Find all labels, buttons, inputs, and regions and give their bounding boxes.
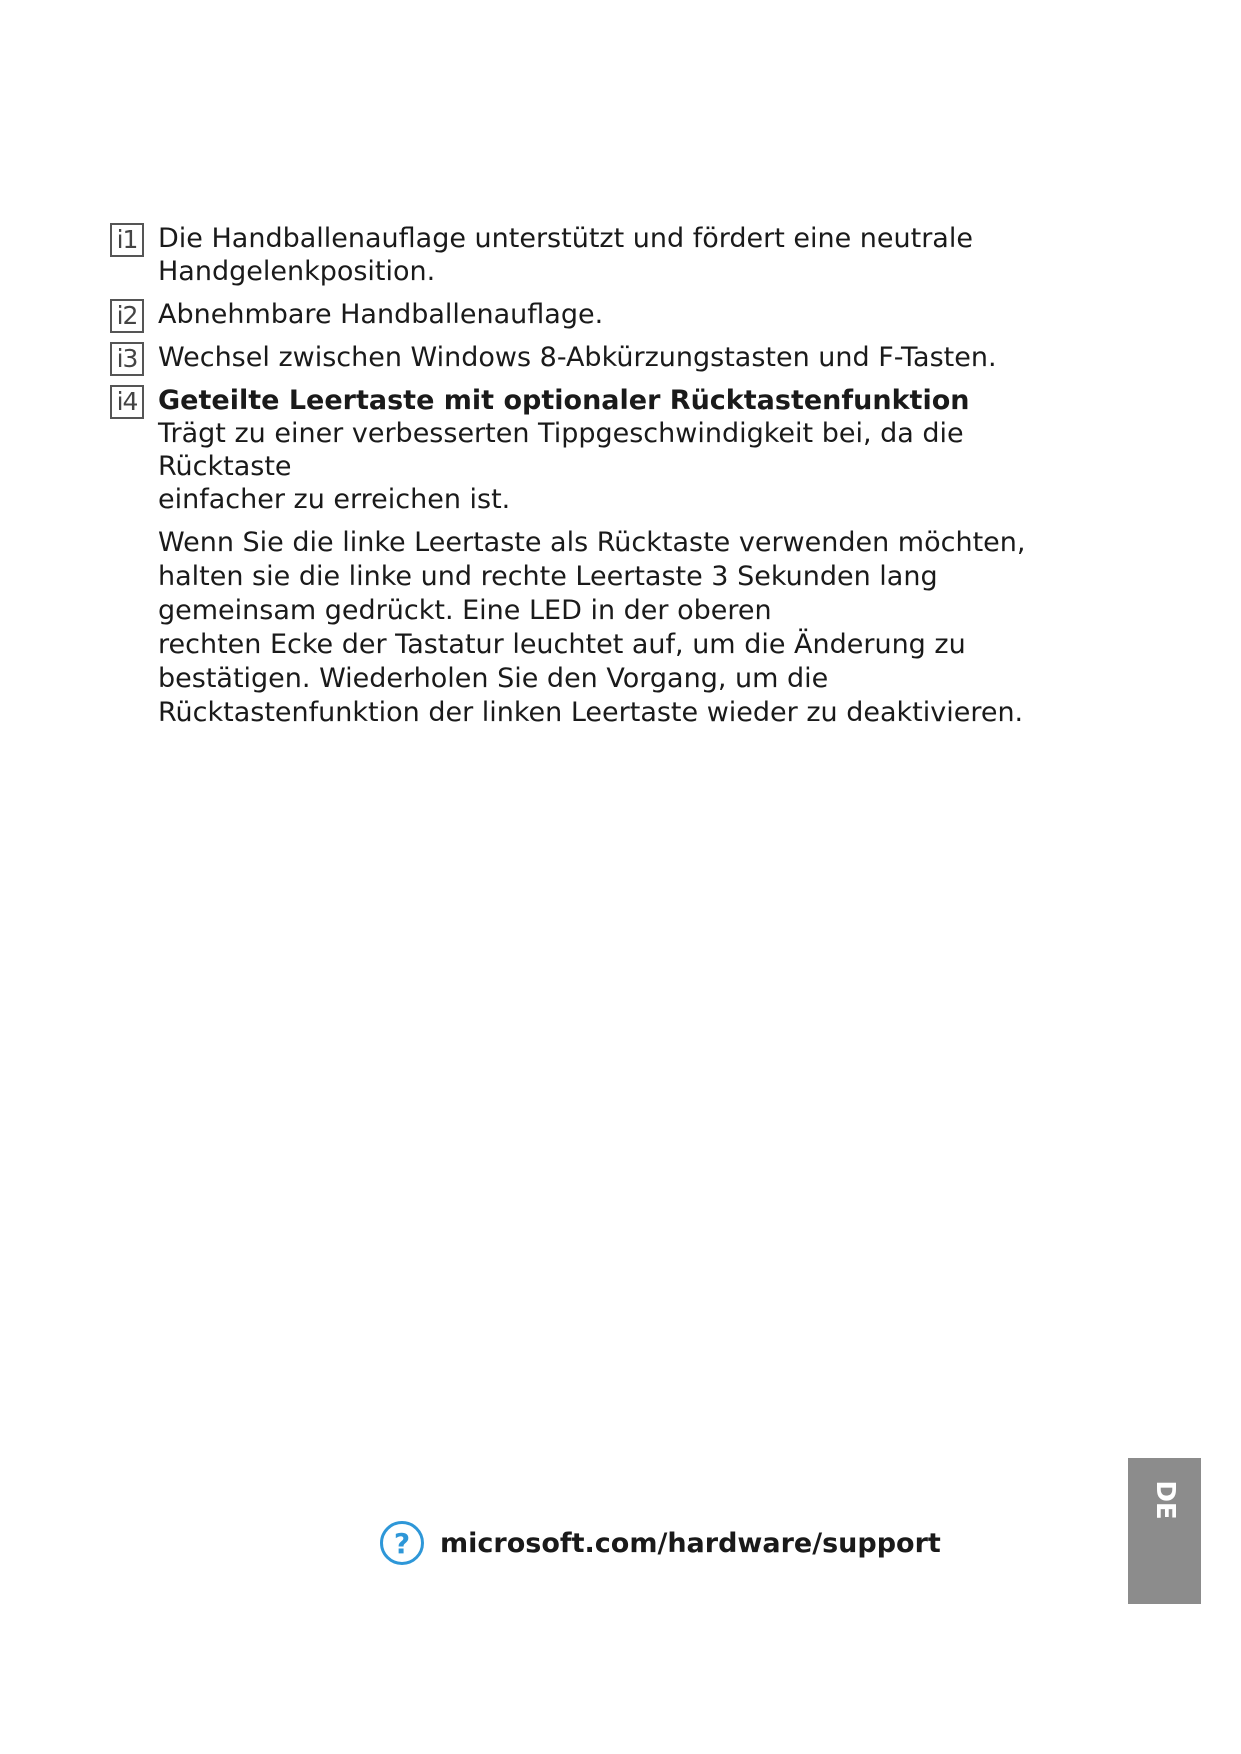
feature-badge: i4 (110, 385, 144, 419)
feature-item-i3 (110, 341, 1090, 374)
paragraph-line: Rücktastenfunktion der linken Leertaste wieder zu deaktivieren. (158, 697, 1024, 728)
language-tab-label: DE (1150, 1480, 1180, 1520)
paragraph-line: bestätigen. Wiederholen Sie den Vorgang, um die (158, 663, 829, 694)
feature-item-i1 (110, 222, 1090, 288)
paragraph-line: halten sie die linke und rechte Leertaste 3 Sekunden lang (158, 561, 938, 592)
feature-list (110, 222, 1090, 730)
feature-title: Geteilte Leertaste mit optionaler Rücktastenfunktion (158, 385, 970, 416)
feature-text-line: einfacher zu erreichen ist. (158, 484, 511, 515)
feature-text-line: Handgelenkposition. (158, 256, 436, 287)
support-link[interactable]: microsoft.com/hardware/support (440, 1527, 941, 1559)
paragraph-line: gemeinsam gedrückt. Eine LED in der oberen (158, 595, 772, 626)
feature-text-line: Die Handballenauflage unterstützt und fördert eine neutrale (158, 223, 973, 254)
feature-text-line: Abnehmbare Handballenauflage. (158, 299, 604, 330)
paragraph-line: Wenn Sie die linke Leertaste als Rücktaste verwenden möchten, (158, 527, 1026, 558)
feature-badge: i3 (110, 342, 144, 376)
feature-badge: i1 (110, 223, 144, 257)
instruction-paragraph (110, 526, 1090, 730)
paragraph-line: rechten Ecke der Tastatur leuchtet auf, um die Änderung zu (158, 629, 966, 660)
help-question-icon: ? (380, 1521, 424, 1565)
feature-badge: i2 (110, 299, 144, 333)
feature-item-i4 (110, 384, 1090, 516)
support-footer (380, 1521, 941, 1565)
feature-text-line: Wechsel zwischen Windows 8-Abkürzungstasten und F-Tasten. (158, 342, 997, 373)
feature-text-line: Trägt zu einer verbesserten Tippgeschwindigkeit bei, da die Rücktaste (158, 418, 964, 482)
feature-item-i2 (110, 298, 1090, 331)
